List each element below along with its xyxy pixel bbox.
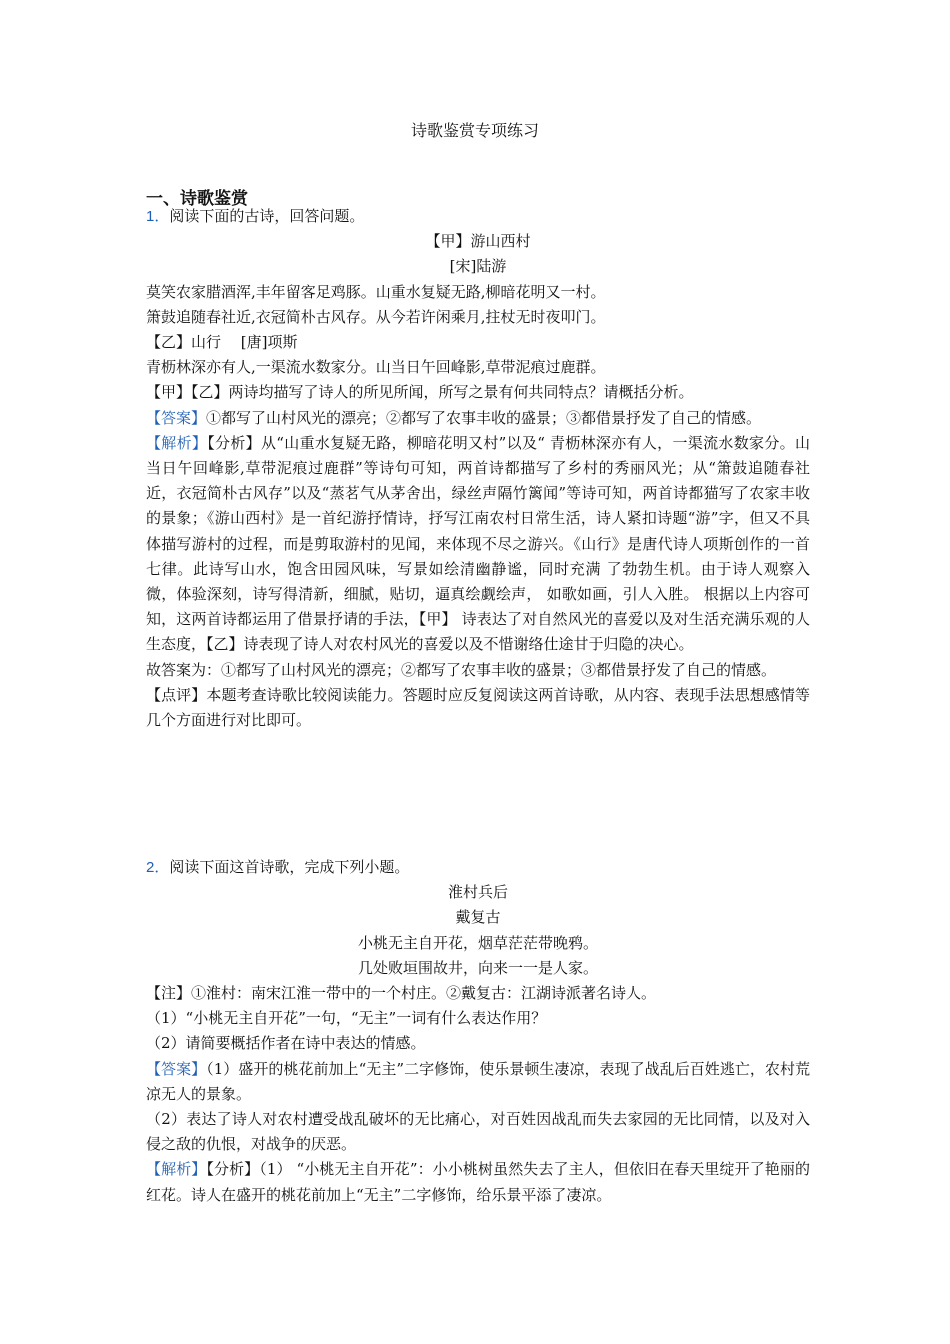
answer-block: 【答案】（1）盛开的桃花前加上“无主”二字修饰，使乐景顿生凄凉，表现了战乱后百姓逃亡，农村荒凉无人的景象。 (146, 1059, 810, 1103)
question-2 (146, 855, 810, 1208)
poem-line: 青枥林深亦有人,一渠流水数家分。山当日午回峰影,草带泥痕过鹿群。 (146, 358, 606, 377)
poem-line: 莫笑农家腊酒浑,丰年留客足鸡豚。山重水复疑无路,柳暗花明又一村。 (146, 282, 606, 301)
poem-line: 几处败垣围故井，向来一一是人家。 (357, 958, 598, 977)
poem-title: 【乙】山行 [唐]项斯 (146, 333, 298, 352)
question-text: 【甲】【乙】两诗均描写了诗人的所见所闻，所写之景有何共同特点？请概括分析。 (146, 383, 694, 402)
poem-author: [宋]陆游 (449, 257, 507, 276)
question-prompt: 2．阅读下面这首诗歌，完成下列小题。 (146, 858, 410, 876)
analysis-tag: 【解析】 (146, 433, 208, 452)
answer-block: 【答案】①都写了山村风光的漂亮；②都写了农事丰收的盛景；③都借景抒发了自己的情感。 (146, 408, 762, 427)
analysis-tag: 【解析】 (146, 1160, 207, 1179)
poem-line: 小桃无主自开花，烟草茫茫带晚鸦。 (357, 933, 598, 952)
note: 【注】①淮村：南宋江淮一带中的一个村庄。②戴复古：江湖诗派著名诗人。 (146, 984, 657, 1003)
question-1 (146, 204, 810, 733)
answer-block: （2）表达了诗人对农村遭受战乱破坏的无比痛心，对百姓因战乱而失去家园的无比同情，以及对入侵之敌的仇恨，对战争的厌恶。 (146, 1110, 810, 1154)
poem-title: 淮村兵后 (447, 883, 508, 902)
question-prompt: 1．阅读下面的古诗，回答问题。 (146, 207, 365, 225)
question-number: 2． (146, 859, 170, 876)
sub-question: （2）请简要概括作者在诗中表达的情感。 (146, 1034, 426, 1053)
answer-tag: 【答案】 (146, 408, 207, 427)
section-heading: 一、诗歌鉴赏 (146, 189, 248, 209)
comment: 【点评】本题考查诗歌比较阅读能力。答题时应反复阅读这两首诗歌，从内容、表现手法思想感情等几个方面进行对比即可。 (146, 685, 810, 730)
sub-question: （1）“小桃无主自开花”一句，“无主”一词有什么表达作用？ (146, 1009, 547, 1028)
poem-title: 【甲】游山西村 (425, 232, 531, 251)
document-title: 诗歌鉴赏专项练习 (410, 121, 539, 140)
answer-tag: 【答案】 (146, 1059, 207, 1078)
analysis-block: 【解析】【分析】（1） “小桃无主自开花”：小小桃树虽然失去了主人，但依旧在春天里绽开了艳丽的红花。诗人在盛开的桃花前加上“无主”二字修饰，给乐景平添了凄凉。 (146, 1160, 810, 1204)
conclusion: 故答案为：①都写了山村风光的漂亮；②都写了农事丰收的盛景；③都借景抒发了自己的情感。 (146, 660, 777, 679)
poem-author: 戴复古 (455, 908, 501, 927)
poem-line: 箫鼓追随春社近,衣冠简朴古风存。从今若许闲乘月,拄杖无时夜叩门。 (146, 307, 606, 326)
question-number: 1． (146, 208, 170, 225)
analysis-block: 【解析】【分析】从“山重水复疑无路，柳暗花明又村”以及“ 青枥林深亦有人，一渠流水数家分。山当日午回峰影,草带泥痕过鹿群”等诗句可知，两首诗都描写了乡村的秀丽风光；从“箫鼓追随春社近，衣冠简朴古风存”以及“蒸茗气从茅舍出，绿丝声隔竹篱闻”等诗可知，两首诗都猫写了农家丰收的景象；《游山西村》是一首纪游抒情诗，抒写江南农村日常生活，诗人紧扣诗题“游”字，但又不具体描写游村的过程，而是剪取游村的见闻，来体现不尽之游兴。《山行》是唐代诗人项斯创作的一首七律。此诗写山水，饱含田园风味，写景如绘清幽静谧，同时充满 了勃勃生机。由于诗人观察入微，体验深刻，诗写得清新，细腻，贴切，逼真绘觑绘声， 如歌如画，引人入胜。 根据以上内容可知，这两首诗都运用了借景抒请的手法，【甲】 诗表达了对自然风光的喜爱以及对生活充满乐观的人生态度，【乙】诗表现了诗人对农村风光的喜爱以及不惜谢络仕途甘于归隐的决心。 (146, 433, 810, 654)
